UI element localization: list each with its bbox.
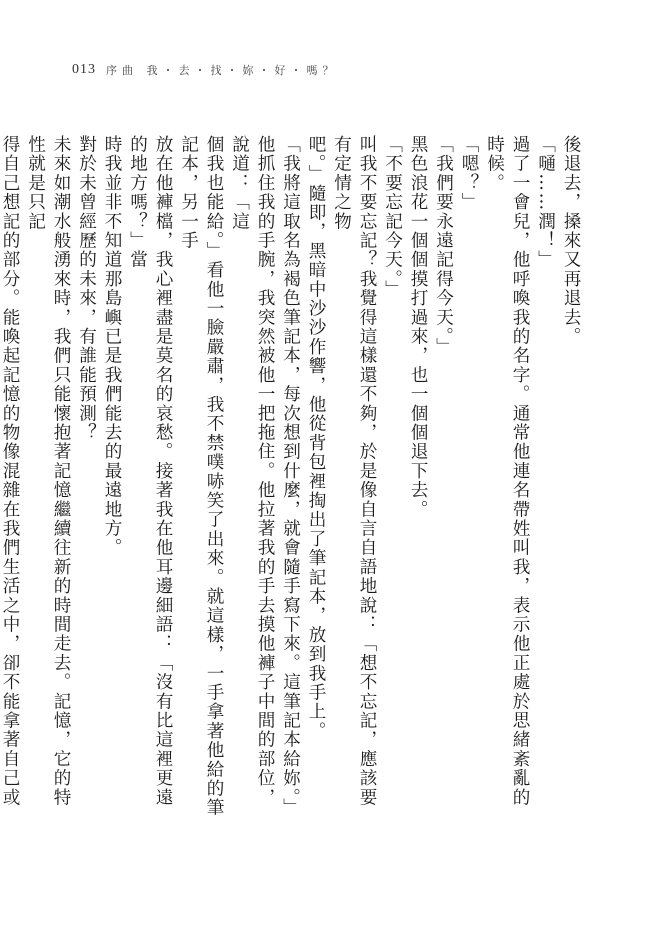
text-line: 個我也能給。」看他一臉嚴肅，我不禁噗哧笑了出來。就這樣，一手拿著他給的筆記本，另一手 [178, 135, 224, 818]
text-line: 叫我不要忘記？我覺得這樣還不夠，於是像自言自語地說：「想不忘記，應該要有定情之物 [331, 135, 377, 807]
text-line: 他抓住我的手腕，我突然被他一把拖住。他拉著我的手去摸他褲子中間的部位，說道：「這 [229, 135, 275, 807]
text-line: 「不要忘記今天。」 [382, 135, 403, 299]
text-line: 「嗯？」 [459, 135, 479, 212]
text-line: 對於未曾經歷的未來，有誰能預測？ [76, 135, 97, 443]
page-number: 013 [72, 62, 96, 77]
text-line: 後退去，搡來又再退去。 [561, 135, 581, 347]
text-line: 得自己想記的部分。能喚起記憶的物像混雜在我們生活之中，卻不能拿著自己或 [0, 135, 20, 807]
text-line: 吧。」隨即，黑暗中沙沙作響，他從背包裡掏出了筆記本，放到我手上。 [306, 135, 326, 741]
text-line: 未來如潮水般湧來時，我們只能懷抱著記憶繼續往新的時間走去。記憶，它的特性就是只記 [25, 135, 71, 807]
page-header [72, 60, 339, 80]
body-text [0, 135, 583, 825]
text-line: 「嗵……潤！」 [535, 135, 556, 270]
text-line: 時我並非不知道那島嶼已是我們能去的最遠地方。 [102, 135, 122, 558]
text-line: 過了一會兒，他呼喚我的名字。通常他連名帶姓叫我，表示他正處於思緒紊亂的時候。 [484, 135, 530, 807]
text-line: 放在他褲檔，我心裡盡是莫名的哀愁。接著我在他耳邊細語：「沒有比這裡更遠的地方嗎？」當 [127, 135, 173, 807]
text-line: 黑色浪花一個個摸打過來，也一個個退下去。 [408, 135, 428, 519]
running-title: 序曲 我・去・找・妳・好・嗎？ [106, 64, 339, 77]
text-line: 「我將這取名為褐色筆記本，每次想到什麼，就會隨手寫下來。這筆記本給妳。」 [280, 135, 301, 818]
text-line: 「我們要永遠記得今天。」 [433, 135, 454, 357]
